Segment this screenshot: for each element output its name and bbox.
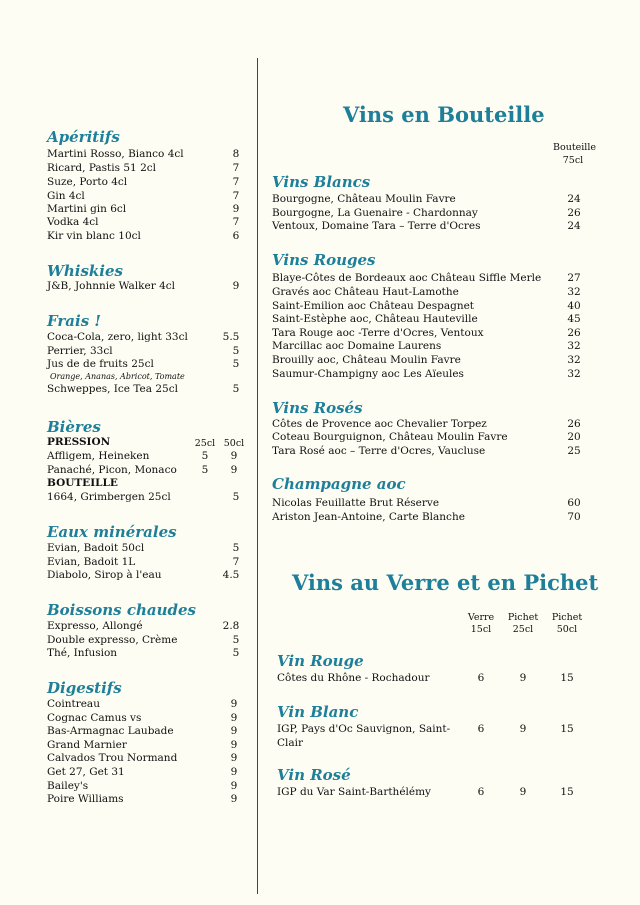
price: 8 [232, 148, 240, 160]
list-item: Saint-Estèphe aoc, Château Hauteville [272, 313, 478, 325]
list-item: Gin 4cl [47, 190, 85, 202]
col-verre-size: 15cl [470, 624, 492, 635]
price: 9 [230, 780, 238, 792]
list-item: Martini Rosso, Bianco 4cl [47, 148, 184, 160]
list-item: Double expresso, Crème [47, 634, 178, 646]
pression-label: PRESSION [47, 436, 111, 448]
list-item: Coca-Cola, zero, light 33cl [47, 331, 188, 343]
price: 5 [232, 491, 240, 503]
price: 32 [567, 340, 581, 352]
price: 7 [232, 556, 240, 568]
price-pichet25: 9 [519, 786, 527, 798]
list-item: Bas-Armagnac Laubade [47, 725, 174, 737]
vin-rouge-heading: Vin Rouge [277, 652, 364, 670]
price-50cl: 9 [230, 464, 238, 476]
list-item: Saint-Emilion aoc Château Despagnet [272, 300, 475, 312]
eaux-heading: Eaux minérales [47, 523, 177, 541]
chaudes-heading: Boissons chaudes [47, 601, 196, 619]
price: 5 [232, 383, 240, 395]
price: 7 [232, 190, 240, 202]
list-item: Thé, Infusion [47, 647, 118, 659]
list-item: IGP du Var Saint-Barthélémy [277, 786, 431, 798]
list-item: Diabolo, Sirop à l'eau [47, 569, 162, 581]
vins-rouges-heading: Vins Rouges [272, 251, 376, 269]
price: 70 [567, 511, 581, 523]
list-item: Marcillac aoc Domaine Laurens [272, 340, 442, 352]
vin-blanc-heading: Vin Blanc [277, 703, 359, 721]
list-item: Coteau Bourguignon, Château Moulin Favre [272, 431, 508, 443]
list-item: Expresso, Allongé [47, 620, 143, 632]
price: 60 [567, 497, 581, 509]
aperitifs-heading: Apéritifs [47, 128, 120, 146]
list-item: Evian, Badoit 50cl [47, 542, 145, 554]
list-item: Bailey's [47, 780, 89, 792]
price-pichet50: 15 [560, 723, 574, 735]
col-25cl: 25cl [194, 438, 216, 449]
price: 2.8 [222, 620, 240, 632]
col-pichet50-label: Pichet [551, 612, 583, 623]
list-item: IGP, Pays d'Oc Sauvignon, Saint- [277, 723, 451, 735]
list-item: Saumur-Champigny aoc Les Aïeules [272, 368, 464, 380]
list-item: Suze, Porto 4cl [47, 176, 128, 188]
price: 9 [230, 766, 238, 778]
price-pichet50: 15 [560, 786, 574, 798]
price: 7 [232, 176, 240, 188]
price: 9 [232, 203, 240, 215]
price-25cl: 5 [201, 450, 209, 462]
list-item: Calvados Trou Normand [47, 752, 178, 764]
price: 25 [567, 445, 581, 457]
price: 9 [230, 725, 238, 737]
price: 7 [232, 216, 240, 228]
price: 27 [567, 272, 581, 284]
price-verre: 6 [477, 672, 485, 684]
price: 4.5 [222, 569, 240, 581]
list-item: Ariston Jean-Antoine, Carte Blanche [272, 511, 465, 523]
price: 32 [567, 286, 581, 298]
list-item: Grand Marnier [47, 739, 127, 751]
list-item: Kir vin blanc 10cl [47, 230, 141, 242]
column-divider [257, 58, 258, 894]
list-item: Jus de de fruits 25cl [47, 358, 154, 370]
vins-verre-title: Vins au Verre et en Pichet [292, 570, 599, 595]
price: 40 [567, 300, 581, 312]
list-item: Ventoux, Domaine Tara – Terre d'Ocres [272, 220, 481, 232]
price: 24 [567, 220, 581, 232]
list-item-cont: Clair [277, 737, 304, 749]
price: 9 [230, 793, 238, 805]
vins-bouteille-title: Vins en Bouteille [343, 102, 545, 127]
price: 6 [232, 230, 240, 242]
list-item: Martini gin 6cl [47, 203, 127, 215]
price: 9 [232, 280, 240, 292]
col-50cl: 50cl [223, 438, 245, 449]
price-verre: 6 [477, 786, 485, 798]
vins-roses-heading: Vins Rosés [272, 399, 363, 417]
list-item: Côtes de Provence aoc Chevalier Torpez [272, 418, 487, 430]
list-item: Cognac Camus vs [47, 712, 142, 724]
list-item: Côtes du Rhône - Rochadour [277, 672, 430, 684]
digestifs-heading: Digestifs [47, 679, 122, 697]
price: 7 [232, 162, 240, 174]
price: 24 [567, 193, 581, 205]
list-item: Brouilly aoc, Château Moulin Favre [272, 354, 461, 366]
list-item: 1664, Grimbergen 25cl [47, 491, 171, 503]
col-verre-label: Verre [467, 612, 495, 623]
frais-heading: Frais ! [47, 312, 101, 330]
bieres-heading: Bières [47, 418, 101, 436]
col-pichet25-label: Pichet [507, 612, 539, 623]
price: 26 [567, 327, 581, 339]
price: 5 [232, 634, 240, 646]
list-item: J&B, Johnnie Walker 4cl [47, 280, 176, 292]
bouteille-col-size: 75cl [562, 155, 584, 166]
price-pichet25: 9 [519, 672, 527, 684]
list-item: Blaye-Côtes de Bordeaux aoc Château Siffle Merle [272, 272, 542, 284]
price: 5 [232, 647, 240, 659]
price-pichet25: 9 [519, 723, 527, 735]
price: 32 [567, 368, 581, 380]
price: 5.5 [222, 331, 240, 343]
list-item: Evian, Badoit 1L [47, 556, 136, 568]
price: 32 [567, 354, 581, 366]
price: 9 [230, 712, 238, 724]
list-item: Affligem, Heineken [47, 450, 150, 462]
price: 26 [567, 418, 581, 430]
price: 5 [232, 345, 240, 357]
price: 5 [232, 358, 240, 370]
col-pichet50-size: 50cl [556, 624, 578, 635]
whiskies-heading: Whiskies [47, 262, 123, 280]
col-pichet25-size: 25cl [512, 624, 534, 635]
list-item: Ricard, Pastis 51 2cl [47, 162, 156, 174]
price-25cl: 5 [201, 464, 209, 476]
price: 5 [232, 542, 240, 554]
list-item: Perrier, 33cl [47, 345, 113, 357]
bouteille-label: BOUTEILLE [47, 477, 118, 489]
price: 45 [567, 313, 581, 325]
list-item: Schweppes, Ice Tea 25cl [47, 383, 178, 395]
fruit-juice-note: Orange, Ananas, Abricot, Tomate [50, 372, 185, 381]
list-item: Cointreau [47, 698, 100, 710]
list-item: Get 27, Get 31 [47, 766, 125, 778]
list-item: Gravés aoc Château Haut-Lamothe [272, 286, 459, 298]
champagne-heading: Champagne aoc [272, 475, 406, 493]
vins-blancs-heading: Vins Blancs [272, 173, 371, 191]
price: 26 [567, 207, 581, 219]
price: 9 [230, 752, 238, 764]
price-verre: 6 [477, 723, 485, 735]
list-item: Vodka 4cl [47, 216, 99, 228]
list-item: Tara Rouge aoc -Terre d'Ocres, Ventoux [272, 327, 484, 339]
price-pichet50: 15 [560, 672, 574, 684]
list-item: Nicolas Feuillatte Brut Réserve [272, 497, 440, 509]
list-item: Bourgogne, Château Moulin Favre [272, 193, 456, 205]
list-item: Panaché, Picon, Monaco [47, 464, 177, 476]
bouteille-col-label: Bouteille [553, 142, 596, 153]
list-item: Poire Williams [47, 793, 124, 805]
list-item: Tara Rosé aoc – Terre d'Ocres, Vaucluse [272, 445, 486, 457]
price: 9 [230, 739, 238, 751]
list-item: Bourgogne, La Guenaire - Chardonnay [272, 207, 478, 219]
price: 9 [230, 698, 238, 710]
price-50cl: 9 [230, 450, 238, 462]
price: 20 [567, 431, 581, 443]
vin-rose-heading: Vin Rosé [277, 766, 351, 784]
